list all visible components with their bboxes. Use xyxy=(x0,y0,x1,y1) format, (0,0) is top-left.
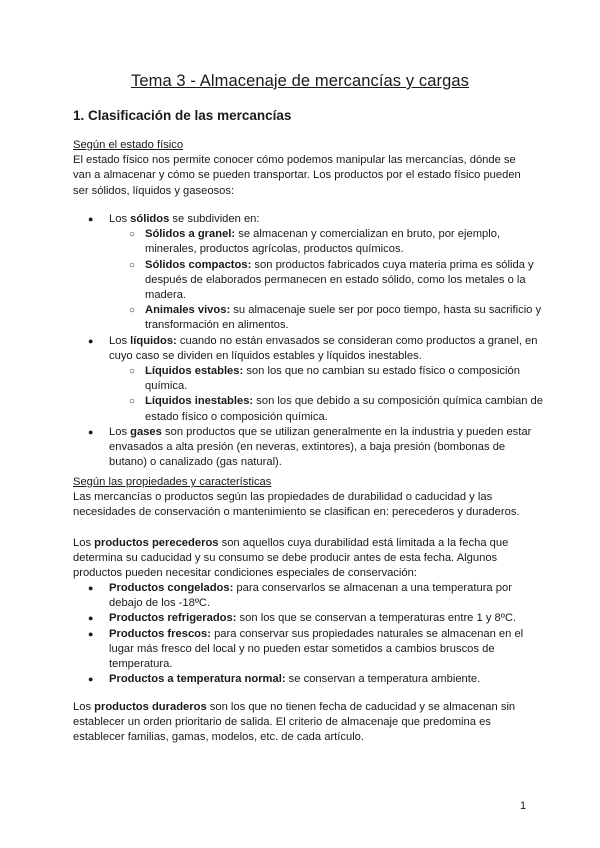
bold-term: líquidos: xyxy=(130,334,177,347)
paragraph: El estado físico nos permite conocer cómo podemos manipular las mercancías, dónde se van a almacenar y cómo se pueden transportar. Los productos por el estado físico pueden ser sólidos, líquidos y gaseosos: xyxy=(73,154,521,197)
text: cuando no están envasados se consideran como productos a granel, en cuyo caso se dividen en líquidos estables y líquidos inestables. xyxy=(109,334,538,362)
bullet-icon: ● xyxy=(88,674,94,685)
bold-term: productos duraderos xyxy=(94,701,207,713)
bold-term: Productos refrigerados: xyxy=(109,612,237,625)
subsection-estado-fisico xyxy=(73,138,533,199)
page-title: Tema 3 - Almacenaje de mercancías y cargas xyxy=(130,72,470,90)
list-item xyxy=(73,227,543,257)
bold-term: Sólidos compactos: xyxy=(145,258,252,271)
text: su almacenaje suele ser por poco tiempo, hasta su sacrificio y transformación en alimentos. xyxy=(145,304,542,332)
list-item-gases xyxy=(73,425,543,471)
text: Los xyxy=(109,213,131,225)
list-item xyxy=(73,581,533,611)
subsection-heading: Según el estado físico xyxy=(73,139,184,151)
text: son productos fabricados cuya materia prima es sólida y después de elaborados permanecen en estado sólido, como los metales o la madera. xyxy=(145,258,534,302)
state-list xyxy=(73,212,543,470)
text: son aquellos cuya durabilidad está limitada a la fecha que determina su caducidad y su consumo se debe producir antes de esta fecha. Algunos productos pueden necesitar condiciones especiales de conservación: xyxy=(73,537,509,580)
paragraph: Las mercancías o productos según las propiedades de durabilidad o caducidad y las necesidades de conservación o mantenimiento se clasifican en: perecederos y duraderos. xyxy=(73,491,520,519)
paragraph xyxy=(73,700,533,746)
perecederos-block xyxy=(73,536,533,582)
paragraph xyxy=(73,536,533,582)
list-item xyxy=(73,611,533,626)
list-item xyxy=(73,258,543,304)
bullet-icon: ○ xyxy=(129,396,136,408)
text: son los que no cambian su estado físico o composición química. xyxy=(145,365,520,393)
duraderos-block xyxy=(73,700,533,746)
bold-term: Animales vivos: xyxy=(145,304,231,317)
text: son los que debido a su composición química cambian de estado físico o composición química. xyxy=(145,395,543,423)
list-item-liquidos xyxy=(73,334,543,364)
bold-term: Líquidos inestables: xyxy=(145,395,254,408)
list-item xyxy=(73,364,543,394)
list-item xyxy=(73,627,533,673)
text: para conservar sus propiedades naturales se almacenan en el lugar más fresco del local y no pueden estar sometidos a cambios bruscos de temperatura. xyxy=(109,627,524,671)
text: son los que se conservan a temperaturas entre 1 y 8ºC. xyxy=(236,612,517,625)
list-item xyxy=(73,672,533,687)
subsection-heading: Según las propiedades y características xyxy=(73,476,272,488)
bullet-icon: ● xyxy=(88,628,94,639)
list-item xyxy=(73,394,543,424)
bold-term: gases xyxy=(130,425,162,438)
bullet-icon: ○ xyxy=(129,259,136,271)
bullet-icon: ● xyxy=(88,583,94,593)
text: Los xyxy=(73,537,95,549)
page-number: 1 xyxy=(520,800,527,812)
bullet-icon: ● xyxy=(88,214,94,224)
text: Los xyxy=(109,425,131,438)
bold-term: Productos frescos: xyxy=(109,627,211,640)
bold-term: productos perecederos xyxy=(94,537,219,549)
bold-term: Sólidos a granel: xyxy=(145,228,236,241)
bullet-icon: ○ xyxy=(129,366,136,378)
text: son productos que se utilizan generalmente en la industria y pueden estar envasados a alta presión (en neveras, extintores), a baja presión (bombonas de butano) o canalizado (gas natural). xyxy=(109,425,532,469)
bullet-icon: ○ xyxy=(129,229,136,241)
bold-term: Líquidos estables: xyxy=(145,365,244,378)
bullet-icon: ● xyxy=(88,335,94,346)
text: son los que no tienen fecha de caducidad y se almacenan sin establecer un orden prioritario de salida. El criterio de almacenaje que predomina es establecer familias, gamas, modelos, etc. de cada artículo. xyxy=(73,701,516,744)
text: Los xyxy=(109,334,131,347)
list-item-solidos xyxy=(73,212,543,227)
section-heading: 1. Clasificación de las mercancías xyxy=(73,108,292,123)
bullet-icon: ○ xyxy=(129,305,136,317)
text: para conservarlos se almacenan a una temperatura por debajo de los -18ºC. xyxy=(109,582,512,610)
bullet-icon: ● xyxy=(88,613,94,624)
text: se subdividen en: xyxy=(169,213,260,225)
list-item xyxy=(73,303,543,333)
bold-term: Productos a temperatura normal: xyxy=(109,673,286,686)
text: se almacenan y comercializan en bruto, por ejemplo, minerales, productos agrícolas, productos químicos. xyxy=(145,228,501,256)
perecederos-list xyxy=(73,581,533,687)
text: Los xyxy=(73,701,95,713)
bold-term: Productos congelados: xyxy=(109,582,234,594)
bold-term: sólidos xyxy=(130,213,170,225)
subsection-propiedades xyxy=(73,475,533,521)
text: se conservan a temperatura ambiente. xyxy=(285,673,481,686)
bullet-icon: ● xyxy=(88,426,94,437)
